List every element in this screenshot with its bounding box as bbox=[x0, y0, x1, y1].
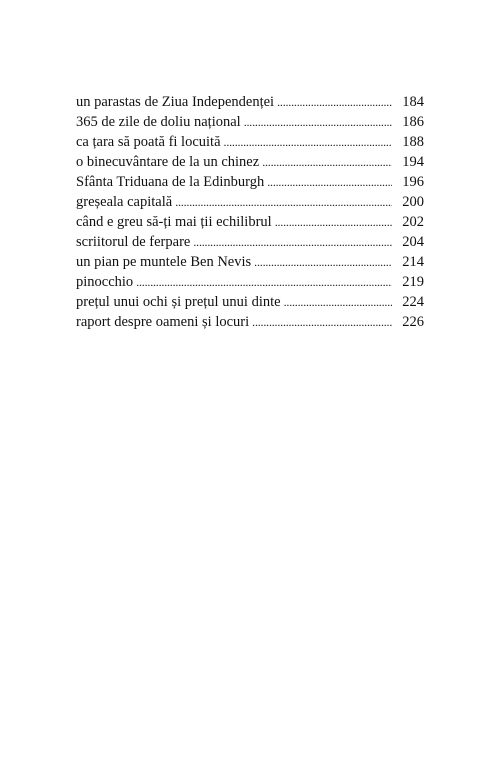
toc-dot-leader bbox=[275, 212, 392, 232]
toc-entry-title: un pian pe muntele Ben Nevis bbox=[76, 254, 252, 270]
toc-entry-title: prețul unui ochi și prețul unui dinte bbox=[76, 294, 281, 310]
toc-dot-leader bbox=[284, 292, 392, 312]
toc-dot-leader bbox=[136, 272, 392, 292]
toc-entry-title: Sfânta Triduana de la Edinburgh bbox=[76, 174, 265, 190]
toc-entry[interactable] bbox=[76, 92, 424, 112]
toc-entry-page: 214 bbox=[402, 254, 424, 270]
toc-entry-page: 226 bbox=[402, 314, 424, 330]
toc-entry[interactable] bbox=[76, 132, 424, 152]
toc-entry-title: scriitorul de ferpare bbox=[76, 234, 191, 250]
toc-entry[interactable] bbox=[76, 312, 424, 332]
toc-entry[interactable] bbox=[76, 292, 424, 312]
toc-dot-leader bbox=[262, 152, 392, 172]
toc-entry-page: 200 bbox=[402, 194, 424, 210]
toc-dot-leader bbox=[254, 252, 392, 272]
toc-entry-title: raport despre oameni și locuri bbox=[76, 314, 250, 330]
toc-entry-title: 365 de zile de doliu național bbox=[76, 114, 241, 130]
toc-entry-title: când e greu să-ți mai ții echilibrul bbox=[76, 214, 272, 230]
toc-entry[interactable] bbox=[76, 252, 424, 272]
toc-entry-page: 204 bbox=[402, 234, 424, 250]
toc-dot-leader bbox=[224, 132, 392, 152]
toc-entry[interactable] bbox=[76, 192, 424, 212]
toc-entry[interactable] bbox=[76, 152, 424, 172]
toc-entry-title: un parastas de Ziua Independenței bbox=[76, 94, 275, 110]
toc-dot-leader bbox=[193, 232, 392, 252]
toc-entry[interactable] bbox=[76, 212, 424, 232]
toc-entry[interactable] bbox=[76, 172, 424, 192]
toc-entry-page: 224 bbox=[402, 294, 424, 310]
toc-entry-page: 194 bbox=[402, 154, 424, 170]
table-of-contents bbox=[76, 92, 424, 332]
toc-dot-leader bbox=[277, 92, 392, 112]
toc-entry-page: 188 bbox=[402, 134, 424, 150]
toc-dot-leader bbox=[175, 192, 392, 212]
toc-entry[interactable] bbox=[76, 112, 424, 132]
toc-entry[interactable] bbox=[76, 272, 424, 292]
toc-entry-title: greșeala capitală bbox=[76, 194, 173, 210]
toc-entry-title: o binecuvântare de la un chinez bbox=[76, 154, 260, 170]
toc-dot-leader bbox=[252, 312, 392, 332]
toc-entry-page: 202 bbox=[402, 214, 424, 230]
toc-entry-page: 219 bbox=[402, 274, 424, 290]
toc-entry-page: 196 bbox=[402, 174, 424, 190]
toc-dot-leader bbox=[267, 172, 392, 192]
toc-dot-leader bbox=[244, 112, 392, 132]
toc-entry-page: 186 bbox=[402, 114, 424, 130]
toc-entry-title: pinocchio bbox=[76, 274, 134, 290]
toc-entry-title: ca țara să poată fi locuită bbox=[76, 134, 221, 150]
toc-entry-page: 184 bbox=[402, 94, 424, 110]
toc-entry[interactable] bbox=[76, 232, 424, 252]
